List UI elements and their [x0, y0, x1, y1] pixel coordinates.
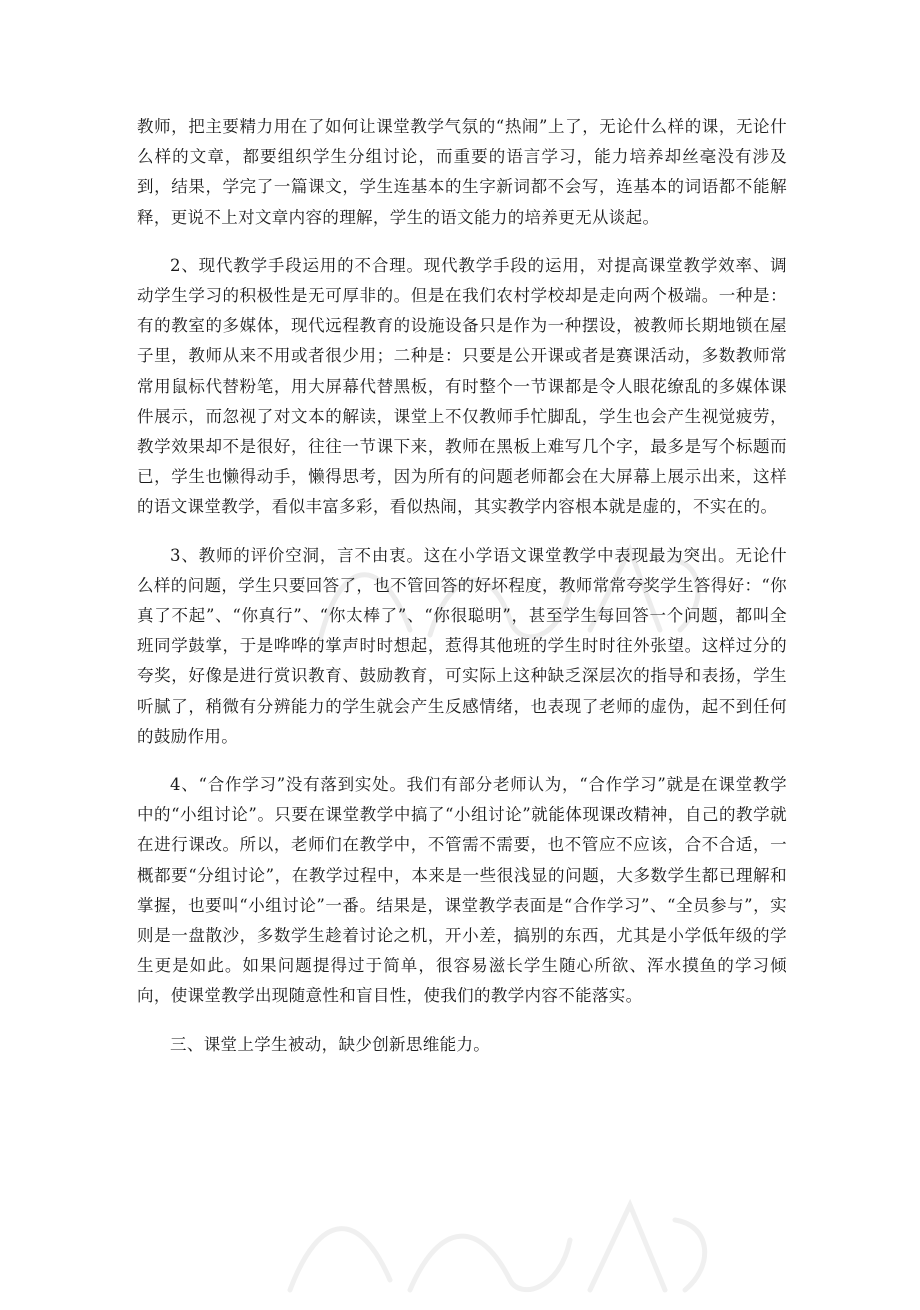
document-body [137, 112, 787, 1060]
section-heading-3: 三、课堂上学生被动，缺少创新思维能力。 [170, 1034, 491, 1054]
paragraph-1: 教师，把主要精力用在了如何让课堂教学气氛的“热闹”上了，无论什么样的课，无论什么样的文章，都要组织学生分组讨论，而重要的语言学习，能力培养却丝毫没有涉及到，结果，学完了一篇课文，学生连基本的生字新词都不会写，连基本的词语都不能解释，更说不上对文章内容的理解，学生的语文能力的培养更无从谈起。 [137, 117, 787, 227]
paragraph-2: 2、现代教学手段运用的不合理。现代教学手段的运用，对提高课堂教学效率、调动学生学习的积极性是无可厚非的。但是在我们农村学校却是走向两个极端。一种是：有的教室的多媒体，现代远程教育的设施设备只是作为一种摆设，被教师长期地锁在屋子里，教师从来不用或者很少用；二种是：只要是公开课或者是赛课活动，多数教师常常用鼠标代替粉笔，用大屏幕代替黑板，有时整个一节课都是令人眼花缭乱的多媒体课件展示，而忽视了对文本的解读，课堂上不仅教师手忙脚乱，学生也会产生视觉疲劳，教学效果却不是很好，往往一节课下来，教师在黑板上难写几个字，最多是写个标题而已，学生也懒得动手，懒得思考，因为所有的问题老师都会在大屏幕上展示出来，这样的语文课堂教学，看似丰富多彩，看似热闹，其实教学内容根本就是虚的，不实在的。 [137, 255, 787, 517]
paragraph-3: 3、教师的评价空洞，言不由衷。这在小学语文课堂教学中表现最为突出。无论什么样的问题，学生只要回答了，也不管回答的好坏程度，教师常常夸奖学生答得好：“你真了不起”、“你真行”、“你太棒了”、“你很聪明”，甚至学生每回答一个问题，都叫全班同学鼓掌，于是哗哗的掌声时时想起，惹得其他班的学生时时往外张望。这样过分的夸奖，好像是进行赏识教育、鼓励教育，可实际上这种缺乏深层次的指导和表扬，学生听腻了，稍微有分辨能力的学生就会产生反感情绪，也表现了老师的虚伪，起不到任何的鼓励作用。 [137, 545, 787, 746]
watermark-graphic-bottom [270, 1180, 730, 1310]
paragraph-4: 4、“合作学习”没有落到实处。我们有部分老师认为，“合作学习”就是在课堂教学中的“小组讨论”。只要在课堂教学中搞了“小组讨论”就能体现课改精神，自己的教学就在进行课改。所以，老师们在教学中，不管需不需要，也不管应不应该，合不合适，一概都要“分组讨论”，在教学过程中，本来是一些很浅显的问题，大多数学生都已理解和掌握，也要叫“小组讨论”一番。结果是，课堂教学表面是“合作学习”、“全员参与”，实则是一盘散沙，多数学生趁着讨论之机，开小差，搞别的东西，尤其是小学低年级的学生更是如此。如果问题提得过于简单，很容易滋长学生随心所欲、浑水摸鱼的学习倾向，使课堂教学出现随意性和盲目性，使我们的教学内容不能落实。 [137, 775, 787, 1006]
